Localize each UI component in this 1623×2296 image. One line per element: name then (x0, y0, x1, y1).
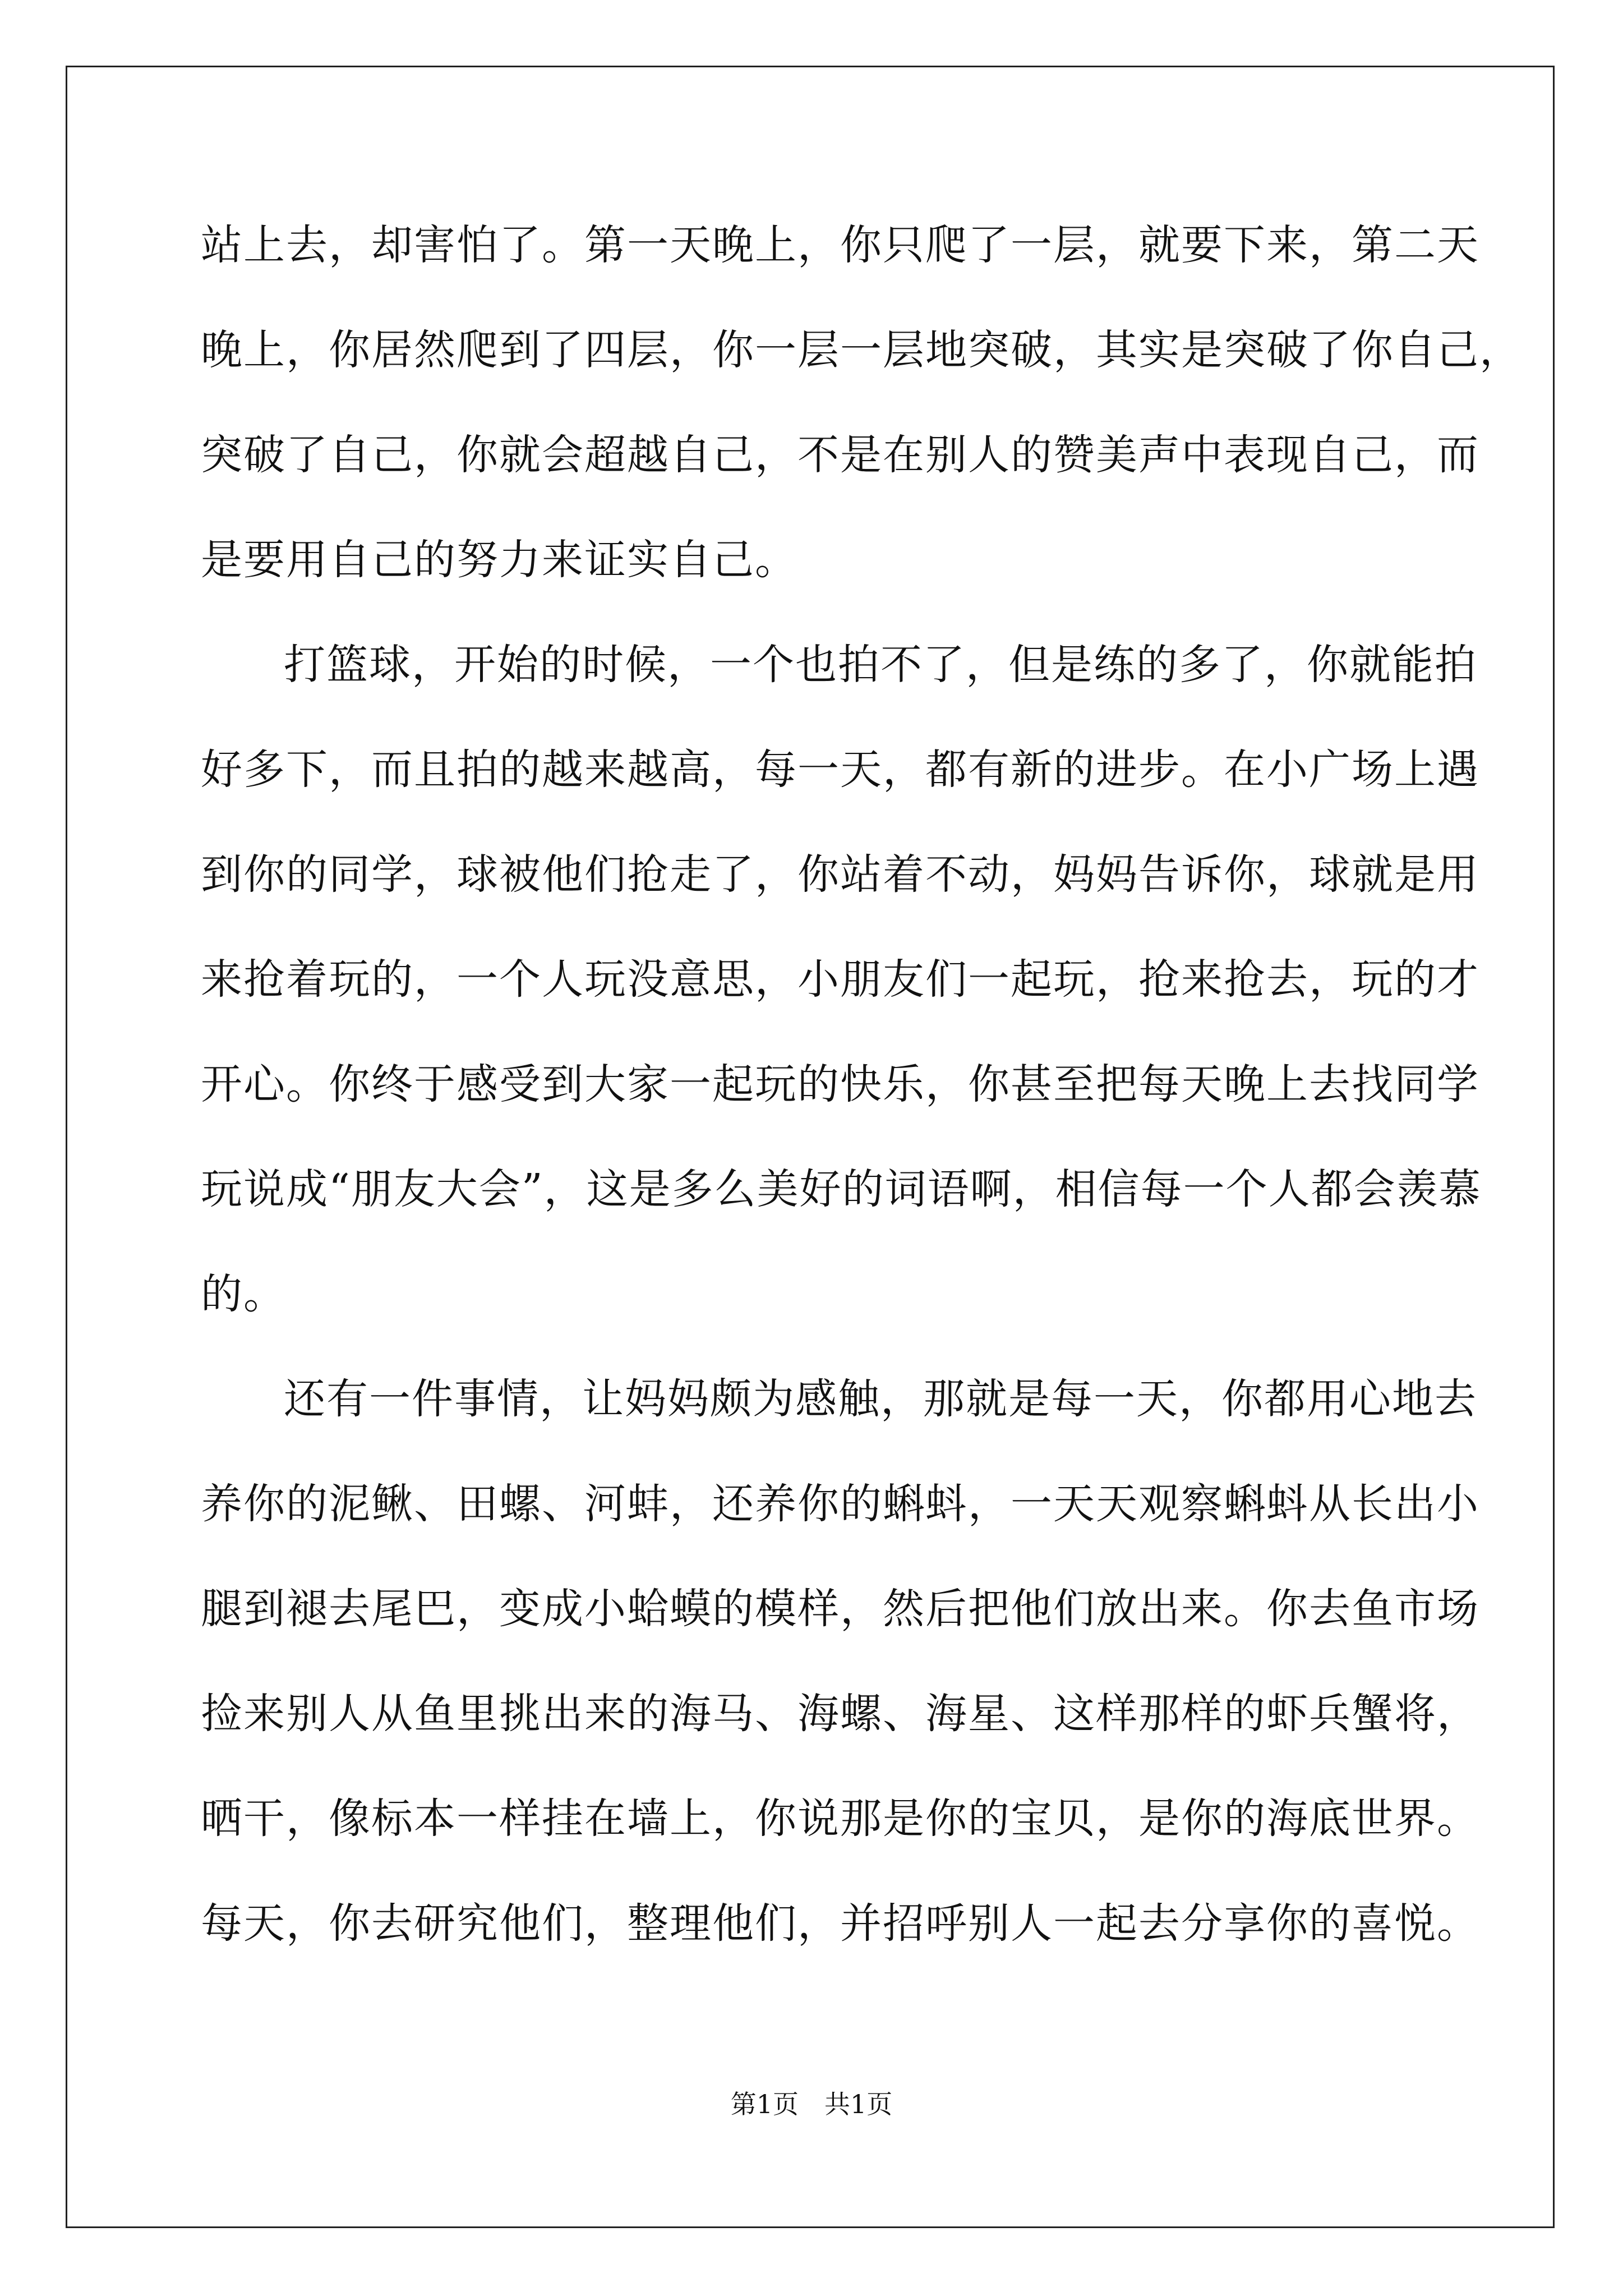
text-line: 晒干，像标本一样挂在墙上，你说那是你的宝贝，是你的海底世界。 (201, 1795, 1479, 1843)
document-body (201, 221, 1522, 2008)
text-line: 打篮球，开始的时候，一个也拍不了，但是练的多了，你就能拍 (284, 641, 1477, 689)
page-number-current: 第1页 (730, 2089, 799, 2119)
page-number-total: 共1页 (824, 2089, 893, 2119)
text-line: 到你的同学，球被他们抢走了，你站着不动，妈妈告诉你，球就是用 (201, 850, 1479, 899)
text-line: 开心。你终于感受到大家一起玩的快乐，你甚至把每天晚上去找同学 (201, 1060, 1479, 1108)
text-line: 站上去，却害怕了。第一天晚上，你只爬了一层，就要下来，第二天 (201, 221, 1479, 269)
text-line: 的。 (201, 1270, 286, 1318)
text-line: 捡来别人从鱼里挑出来的海马、海螺、海星、这样那样的虾兵蟹将， (201, 1690, 1479, 1738)
text-line: 是要用自己的努力来证实自己。 (201, 536, 797, 584)
text-line: 晚上，你居然爬到了四层，你一层一层地突破，其实是突破了你自己， (201, 326, 1522, 374)
page-footer (0, 2091, 1623, 2117)
text-line: 好多下，而且拍的越来越高，每一天，都有新的进步。在小广场上遇 (201, 746, 1479, 794)
text-line: 养你的泥鳅、田螺、河蚌，还养你的蝌蚪，一天天观察蝌蚪从长出小 (201, 1480, 1479, 1528)
text-line: 还有一件事情，让妈妈颇为感触，那就是每一天，你都用心地去 (284, 1375, 1477, 1423)
text-line: 腿到褪去尾巴，变成小蛤蟆的模样，然后把他们放出来。你去鱼市场 (201, 1585, 1479, 1633)
text-line: 每天，你去研究他们，整理他们，并招呼别人一起去分享你的喜悦。 (201, 1899, 1479, 1948)
text-line: 玩说成“朋友大会”，这是多么美好的词语啊，相信每一个人都会羡慕 (201, 1165, 1482, 1213)
text-line: 来抢着玩的，一个人玩没意思，小朋友们一起玩，抢来抢去，玩的才 (201, 955, 1479, 1004)
text-line: 突破了自己，你就会超越自己，不是在别人的赞美声中表现自己，而 (201, 431, 1479, 479)
